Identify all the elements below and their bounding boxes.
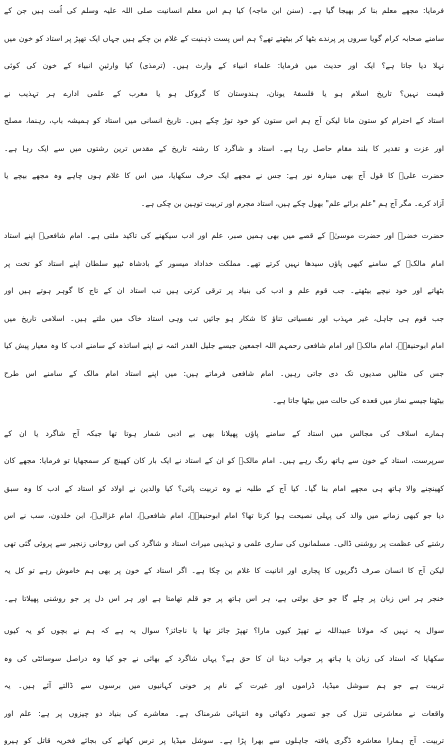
text-line: واقعات نے معاشرتی تنزل کی جو تصویر دکھائی وہ انتہائی شرمناک ہے۔ معاشرے کی بنیاد دو چیزوں پر ہے: علم اور [4, 708, 444, 718]
text-line: لیکن آج کا انسان صرف ڈگریوں کا پجاری اور انانیت کا غلام بن چکا ہے۔ اگر استاد کے خون پر بھی ہم خاموش رہے تو کل یہ [4, 566, 444, 575]
text-line: سوال یہ نہیں کہ مولانا عبیداللہ نے تھپڑ کیوں مارا؟ تھپڑ جائز تھا یا ناجائز؟ سوال یہ ہے کہ ہم نے بچوں کو یہ کیوں [4, 626, 444, 635]
text-line: استاد کے احترام کو ستون مانا لیکن آج ہم اس ستون کو خود توڑ چکے ہیں۔ تاریخ انسانی میں استاد کو ہمیشہ باپ، رہنما، مصلح [4, 116, 444, 125]
text-line: بیٹھتا جیسے نماز میں قعدہ کی حالت میں بیٹھا جاتا ہے۔ [272, 396, 444, 405]
text-line: تربیت۔ آج ہمارا معاشرہ ڈگری یافتہ جاہلوں سے بھرا پڑا ہے۔ سوشل میڈیا پر ترس کھانے کی بجائے فخریہ قاتل کو ہیرو [4, 736, 444, 745]
text-line: امام ابوحنیفہؒ، امام مالکؒ اور امام شافعی رحمہم اللہ اجمعین جیسے جلیل القدر ائمہ نے اپنے اساتذہ کے سامنے ادب کا وہ معیار پیش کیا [4, 341, 444, 350]
paragraph [4, 222, 444, 415]
paragraph [4, 617, 444, 755]
paragraph [4, 420, 444, 613]
text-line: آزاد کرے۔ مگر آج ہم "علم برائے علم" بھول چکے ہیں، استاد مجرم اور تربیت توہین بن چکی ہے۔ [140, 198, 444, 208]
text-line: سرپرست، استاد کے خون سے ہاتھ رنگ رہے ہیں۔ امام مالکؒ کو ان کے استاد نے ایک بار کان کھینچ کر سمجھایا تو فرمایا: مجھے کان [4, 456, 444, 465]
article-page [4, 0, 444, 755]
text-line: دیا جو کبھی زمانے میں والد کی پہلی نصیحت ہوا کرتا تھا؟ امام ابوحنیفہؒ، امام شافعیؒ، امام غزالیؒ، ابن خلدون، سب نے اس [4, 511, 444, 520]
paragraph [4, 0, 444, 217]
text-line: تربیت ہے جو ہم سوشل میڈیا، ڈراموں اور غیرت کے نام پر خونی کہانیوں میں برسوں سے ڈالتے آئے ہیں۔ یہ [4, 681, 444, 690]
text-line: سکھایا کہ استاد کی زبان یا ہاتھ پر جواب دینا ان کا حق ہے؟ یہاں شاگرد کے بھائی نے جو کیا وہ دراصل سوسائٹی کی وہ [4, 653, 444, 663]
text-line: جب قوم ہی جاہل، غیر مہذب اور نفسیاتی تناؤ کا شکار ہو جائیں تب وہی استاد خاک میں ملتے ہیں۔ اسلامی تاریخ میں [4, 313, 444, 323]
text-line: خنجر ہر اس زبان پر چلے گا جو حق بولتی ہے، ہر اس ہاتھ پر جو قلم تھامتا ہے اور ہر اس دل پر جو روشنی پھیلاتا ہے۔ [4, 593, 444, 603]
text-line: بٹھاتے اور خود نیچے بیٹھتے۔ جب قوم علم و ادب کی بنیاد پر ترقی کرتی ہیں تب استاد ان کے تاج کا گوہر ہوتے ہیں اور [4, 286, 444, 295]
text-line: حضرت علیؓ کا قول آج بھی مینارہ نور ہے: جس نے مجھے ایک حرف سکھایا، میں اس کا غلام ہوں چاہے وہ مجھے بیچے یا [4, 171, 444, 180]
text-line: ہمارے اسلاف کی مجالس میں استاد کے سامنے پاؤں پھیلانا بھی بے ادبی شمار ہوتا تھا جبکہ آج شاگرد یا ان کے [4, 428, 444, 438]
text-line: سامنے صحابہ کرام گویا سروں پر پرندے بٹھا کر بیٹھتے تھے؟ ہم اس پست ذہنیت کے غلام بن چکے ہیں جہاں ایک تھپڑ پر استاد کو خون میں [4, 33, 444, 43]
text-line: اور عزت و تقدیر کا بلند مقام حاصل رہا ہے۔ استاد و شاگرد کا رشتہ تاریخ کے مقدس ترین رشتوں میں سے ایک رہا ہے۔ [4, 143, 444, 153]
text-line: رشتے کی عظمت پر روشنی ڈالی۔ مسلمانوں کی ساری علمی و تہذیبی میراث استاد و شاگرد کی اس روحانی زنجیر سے پروئی گئی تھی [4, 538, 444, 548]
text-line: فرمایا: مجھے معلم بنا کر بھیجا گیا ہے۔ (سنن ابن ماجہ) کیا ہم اس معلم انسانیت صلی اللہ علیہ وسلم کی اُمت ہیں جن کے [4, 6, 444, 15]
text-line: امام مالکؒ کے سامنے کبھی پاؤں سیدھا نہیں کرتے تھے۔ مملکت خداداد میسور کے بادشاہ ٹیپو سلطان اپنے استاد کو تخت پر [4, 258, 444, 268]
text-line: جس کی مثالیں صدیوں تک دی جاتی رہیں۔ امام شافعی فرماتے ہیں: میں اپنے استاد امام مالک کے سامنے اس طرح [4, 368, 444, 378]
text-line: نہلا دیا جاتا ہے؟ ایک اور حدیث میں فرمایا: علماء انبیاء کے وارث ہیں۔ (ترمذی) کیا وارثینِ انبیاء کے خون کی کوئی [4, 61, 444, 70]
text-line: حضرت خضرؑ اور حضرت موسیٰؑ کے قصے میں بھی ہمیں صبر، علم اور ادب سیکھنے کی تاکید ملتی ہے۔ امام شافعیؒ اپنے استاد [4, 231, 444, 240]
text-line: قیمت نہیں؟ تاریخ اسلام ہو یا فلسفۂ یونان، ہندوستان کا گروکل ہو یا مغرب کے علمی ادارے ہر تہذیب نے [4, 88, 444, 98]
text-line: کھینچنے والا ہاتھ ہی مجھے امام بنا گیا۔ کیا آج کے طلبہ نے وہ تربیت پائی؟ کیا والدین نے اولاد کو استاد کے ادب کا وہ سبق [4, 483, 444, 493]
